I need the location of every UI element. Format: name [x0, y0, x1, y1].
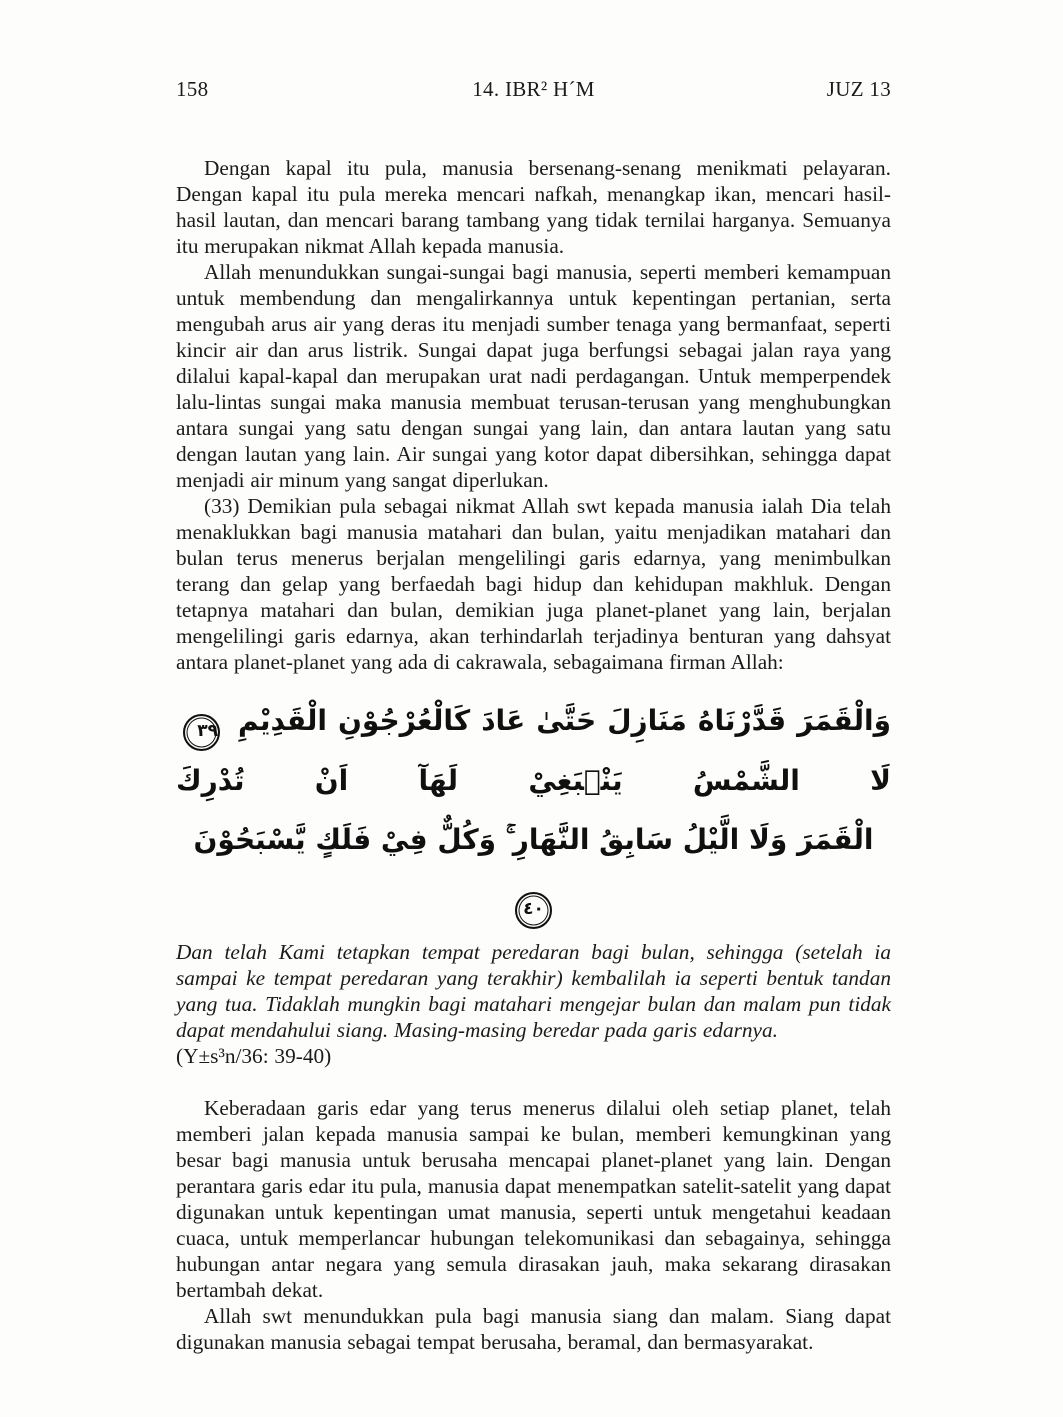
verse-citation: (Y±s³n/36: 39-40) [176, 1044, 332, 1068]
quran-verse-line-1 [176, 691, 891, 810]
paragraph-rivers-subdued: Allah menundukkan sungai-sungai bagi manusia, seperti memberi kemampuan untuk membendung dan mengalirkannya untuk kepentingan pertanian, serta mengubah arus air yang deras itu menjadi sumber tenaga yang bermanfaat, seperti kincir air dan arus listrik. Sungai dapat juga berfungsi sebagai jalan raya yang dilalui kapal-kapal dan merupakan urat nadi perdagangan. Untuk memperpendek lalu-lintas sungai maka manusia membuat terusan-terusan yang menghubungkan antara sungai yang satu dengan sungai yang lain, dan antara lautan yang satu dengan lautan yang lain. Air sungai yang kotor dapat dibersihkan, sehingga dapat menjadi air minum yang sangat diperlukan. [176, 260, 891, 492]
arabic-text-verse-39: وَالْقَمَرَ قَدَّرْنَاهُ مَنَازِلَ حَتَّىٰ عَادَ كَالْعُرْجُوْنِ الْقَدِيْمِ [238, 704, 892, 737]
arabic-text-verse-40-end: الْقَمَرَ وَلَا الَّيْلُ سَابِقُ النَّهَارِ ۚ وَكُلٌّ فِيْ فَلَكٍ يَّسْبَحُوْنَ [193, 823, 874, 856]
verse-translation [176, 939, 891, 1069]
page-number: 158 [176, 77, 209, 101]
paragraph-verse-33-commentary: (33) Demikian pula sebagai nikmat Allah swt kepada manusia ialah Dia telah menaklukkan bagi manusia matahari dan bulan, yaitu menjadikan matahari dan bulan terus menerus berjalan mengelilingi garis edarnya, yang menimbulkan terang dan gelap yang berfaedah bagi hidup dan kehidupan makhluk. Dengan tetapnya matahari dan bulan, demikian juga planet-planet yang lain, berjalan mengelilingi garis edarnya, akan terhindarlah terjadinya benturan yang dahsyat antara planet-planet yang ada di cakrawala, sebagaimana firman Allah: [176, 494, 891, 674]
chapter-title: 14. IBR² H´M [472, 77, 595, 101]
page-body [176, 155, 891, 1355]
juz-label: JUZ 13 [826, 77, 891, 101]
ayah-number-40-marker: ٤٠ [515, 892, 552, 929]
quran-verse-line-2 [176, 810, 891, 929]
paragraph-ships-blessing: Dengan kapal itu pula, manusia bersenang-senang menikmati pelayaran. Dengan kapal itu pula mereka mencari nafkah, menangkap ikan, mencari hasil-hasil lautan, dan mencari barang tambang yang tidak ternilai harganya. Semuanya itu merupakan nikmat Allah kepada manusia. [176, 156, 891, 258]
arabic-text-verse-40-start: لَا الشَّمْسُ يَنْۢبَغِيْ لَهَآ اَنْ تُدْرِكَ [176, 764, 891, 797]
paragraph-day-night: Allah swt menundukkan pula bagi manusia siang dan malam. Siang dapat digunakan manusia sebagai tempat berusaha, beramal, dan bermasyarakat. [176, 1304, 891, 1354]
ayah-number-39-marker: ٣٩ [183, 714, 220, 751]
page-header [176, 76, 891, 102]
quran-verse-arabic [176, 691, 891, 929]
translation-text: Dan telah Kami tetapkan tempat peredaran bagi bulan, sehingga (setelah ia sampai ke tempat peredaran yang terakhir) kembalilah ia seperti bentuk tandan yang tua. Tidaklah mungkin bagi matahari mengejar bulan dan malam pun tidak dapat mendahului siang. Masing-masing beredar pada garis edarnya. [176, 940, 891, 1042]
paragraph-orbits-benefit: Keberadaan garis edar yang terus menerus dilalui oleh setiap planet, telah memberi jalan kepada manusia sampai ke bulan, memberi kemungkinan yang besar bagi manusia untuk berusaha mencapai planet-planet yang lain. Dengan perantara garis edar itu pula, manusia dapat menempatkan satelit-satelit yang dapat digunakan untuk kepentingan umat manusia, seperti untuk mengetahui keadaan cuaca, untuk memperlancar hubungan telekomunikasi dan sebagainya, sehingga hubungan antar negara yang semula dirasakan jauh, maka sekarang dirasakan bertambah dekat. [176, 1096, 891, 1302]
